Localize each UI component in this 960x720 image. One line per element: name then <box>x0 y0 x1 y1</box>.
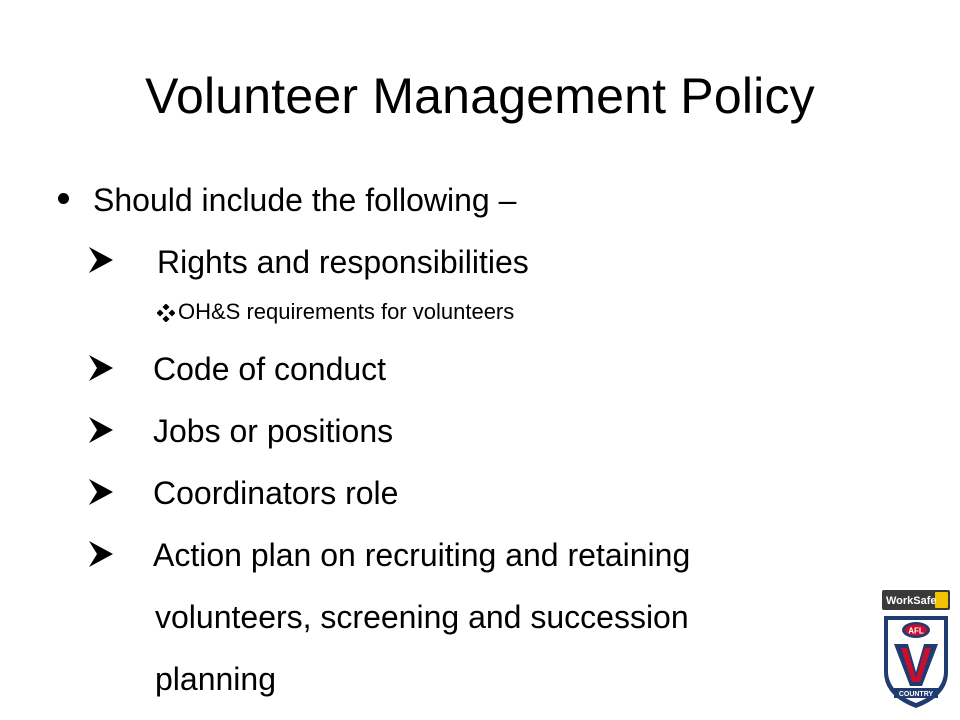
policy-item: Jobs or positions <box>153 413 394 449</box>
policy-item: Rights and responsibilities <box>157 244 529 280</box>
arrowhead-bullet-icon <box>88 415 114 445</box>
slide-title: Volunteer Management Policy <box>145 68 815 124</box>
arrowhead-bullet-icon <box>88 539 114 569</box>
policy-item-continuation: planning <box>155 661 276 697</box>
arrowhead-bullet-icon <box>88 477 114 507</box>
lead-bullet-text: Should include the following – <box>93 182 517 218</box>
worksafe-afl-country-logo <box>880 588 952 710</box>
policy-item: Action plan on recruiting and retaining <box>153 537 691 573</box>
svg-text:WorkSafe: WorkSafe <box>886 595 937 607</box>
svg-text:AFL: AFL <box>908 626 924 636</box>
policy-item-continuation: volunteers, screening and succession <box>155 599 689 635</box>
bullet-dot-icon <box>58 193 69 204</box>
policy-item: Coordinators role <box>153 475 399 511</box>
arrowhead-bullet-icon <box>88 353 114 383</box>
policy-item: Code of conduct <box>153 351 387 387</box>
policy-sub-item: OH&S requirements for volunteers <box>178 299 515 324</box>
diamond-bullet-icon <box>157 304 175 322</box>
arrowhead-bullet-icon <box>88 245 114 275</box>
svg-text:COUNTRY: COUNTRY <box>898 691 934 698</box>
